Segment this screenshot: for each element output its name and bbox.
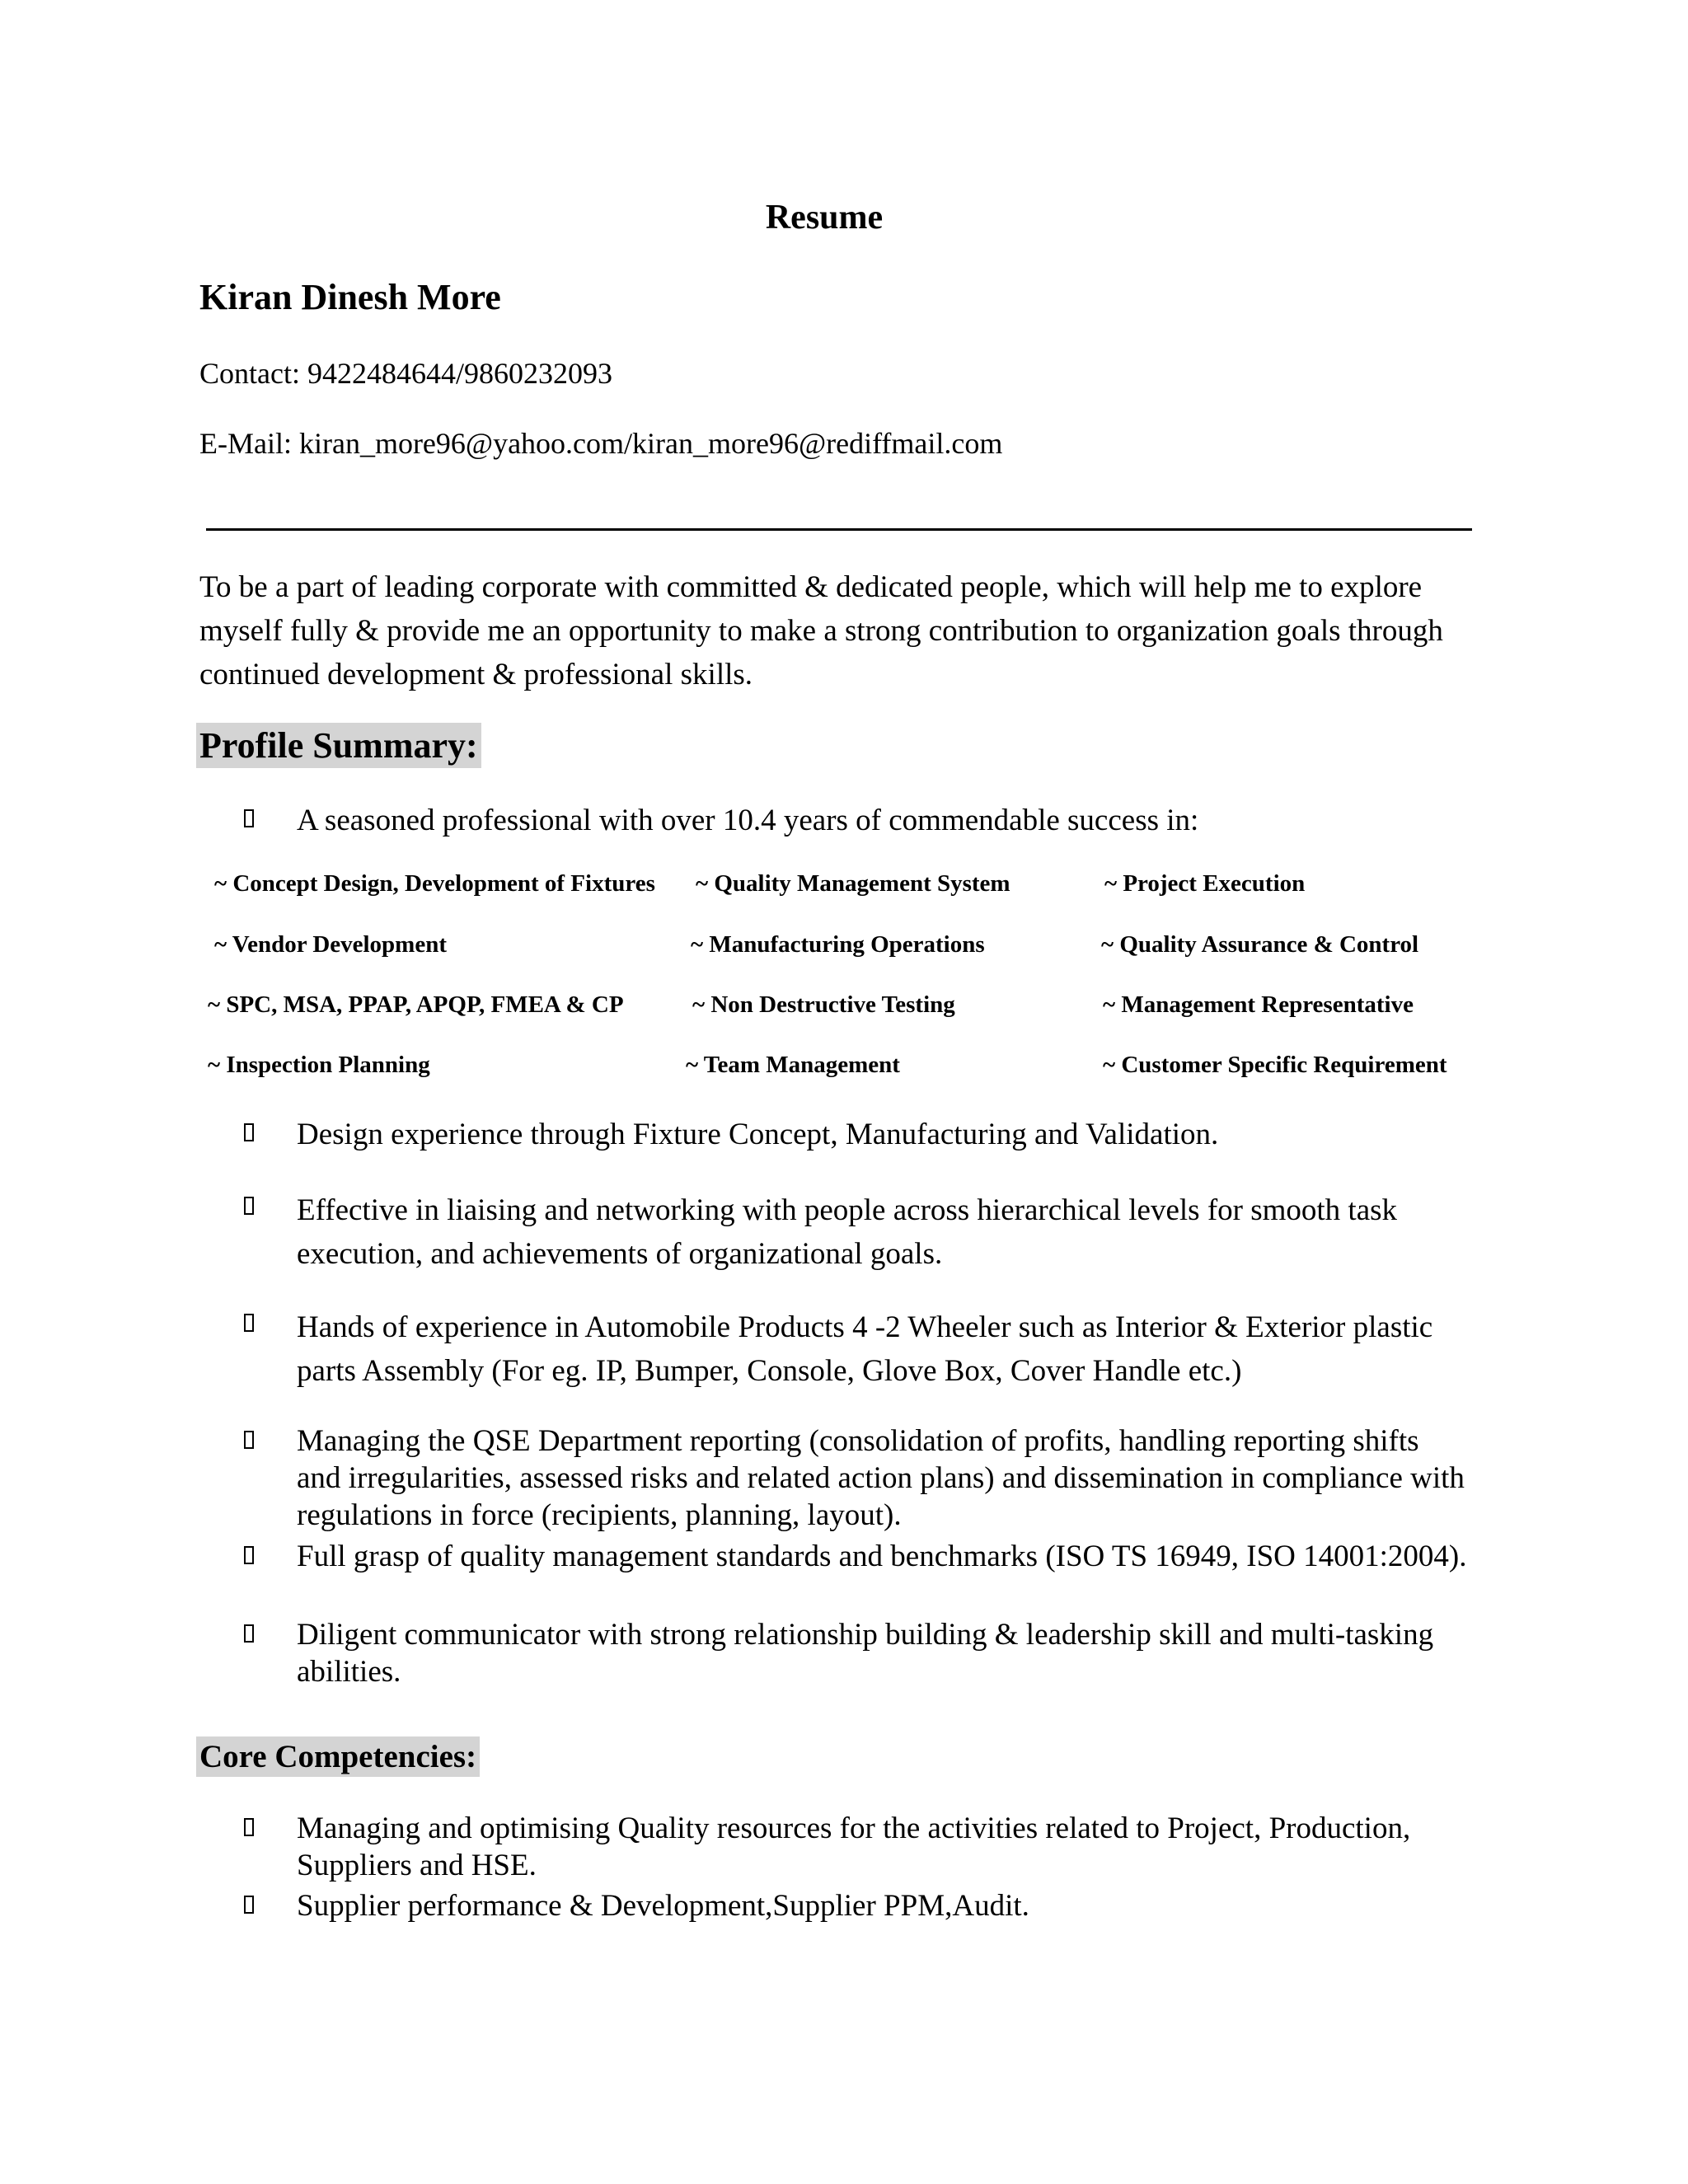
skill-item: ~ Inspection Planning <box>208 1052 430 1078</box>
skill-item: ~ Quality Management System <box>696 870 1010 897</box>
profile-bullet: Hands of experience in Automobile Products 4 -2 Wheeler such as Interior & Exterior plastic parts Assembly (For eg. IP, Bumper, Console, Glove Box, Cover Handle etc.) <box>297 1310 1433 1388</box>
core-bullet: Managing and optimising Quality resources for the activities related to Project, Production, Suppliers and HSE. <box>297 1811 1411 1882</box>
email-line: E-Mail: kiran_more96@yahoo.com/kiran_more96@rediffmail.com <box>199 427 1003 460</box>
skill-item: ~ Non Destructive Testing <box>692 991 955 1018</box>
bullet-icon <box>244 1810 254 1836</box>
bullet-icon <box>244 1538 254 1564</box>
bullet-icon <box>244 1115 254 1141</box>
skill-item: ~ Manufacturing Operations <box>691 931 985 958</box>
profile-bullet: Full grasp of quality management standards and benchmarks (ISO TS 16949, ISO 14001:2004). <box>297 1540 1467 1573</box>
skill-item: ~ Project Execution <box>1104 870 1306 897</box>
profile-bullet: Design experience through Fixture Concept, Manufacturing and Validation. <box>297 1118 1219 1151</box>
contact-line: Contact: 9422484644/9860232093 <box>199 357 612 390</box>
bullet-icon <box>244 1188 254 1215</box>
profile-bullet: Managing the QSE Department reporting (consolidation of profits, handling reporting shifts and irregularities, assessed risks and related action plans) and dissemination in compliance with regulations in force (recipients, planning, layout). <box>297 1424 1465 1532</box>
skill-item: ~ SPC, MSA, PPAP, APQP, FMEA & CP <box>208 991 624 1018</box>
skill-item: ~ Customer Specific Requirement <box>1103 1052 1447 1078</box>
bullet-icon <box>244 1305 254 1332</box>
skill-item: ~ Team Management <box>686 1052 900 1078</box>
skill-item: ~ Concept Design, Development of Fixtures <box>214 870 655 897</box>
bullet-icon <box>244 1422 254 1449</box>
horizontal-rule <box>206 528 1472 531</box>
core-bullet: Supplier performance & Development,Supplier PPM,Audit. <box>297 1889 1029 1923</box>
skill-item: ~ Quality Assurance & Control <box>1101 931 1419 958</box>
profile-intro: A seasoned professional with over 10.4 years of commendable success in: <box>297 804 1199 837</box>
profile-bullet: Diligent communicator with strong relationship building & leadership skill and multi-tasking abilities. <box>297 1618 1434 1689</box>
bullet-icon <box>244 1887 254 1914</box>
profile-summary-heading: Profile Summary: <box>196 723 481 768</box>
document-title: Resume <box>765 199 884 237</box>
bullet-icon <box>244 801 254 827</box>
core-competencies-heading: Core Competencies: <box>196 1736 480 1777</box>
candidate-name: Kiran Dinesh More <box>199 277 501 317</box>
profile-bullet: Effective in liaising and networking with people across hierarchical levels for smooth task execution, and achievements of organizational goals. <box>297 1193 1398 1271</box>
bullet-icon <box>244 1616 254 1643</box>
career-objective: To be a part of leading corporate with committed & dedicated people, which will help me to explore myself fully & provide me an opportunity to make a strong contribution to organization goals through continued development & professional skills. <box>199 570 1443 691</box>
skill-item: ~ Vendor Development <box>214 931 447 958</box>
skill-item: ~ Management Representative <box>1103 991 1414 1018</box>
